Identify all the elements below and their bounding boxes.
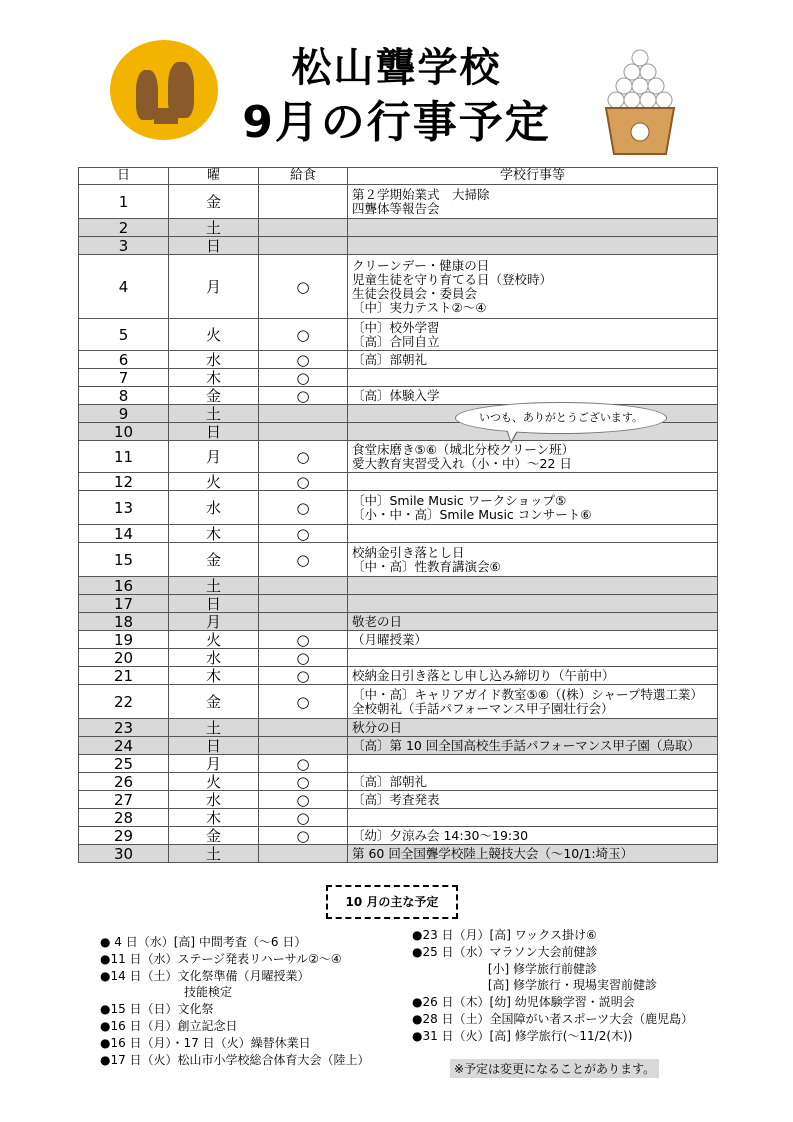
- weekday-cell: 水: [169, 791, 259, 809]
- day-cell: 15: [79, 543, 169, 577]
- weekday-cell: 日: [169, 595, 259, 613]
- day-cell: 13: [79, 491, 169, 525]
- lunch-cell: ○: [259, 827, 348, 845]
- event-line: 敬老の日: [352, 613, 403, 629]
- october-item: [高] 修学旅行・現場実習前健診: [412, 978, 657, 993]
- event-line: 〔中・高〕キャリアガイド教室⑤⑥（(株）シャープ特選工業）: [352, 686, 703, 702]
- weekday-cell: 日: [169, 737, 259, 755]
- event-line: 生徒会役員会・委員会: [352, 285, 478, 301]
- schedule-note: ※予定は変更になることがあります。: [450, 1059, 659, 1078]
- event-line: 〔中・高〕性教育講演会⑥: [352, 558, 501, 574]
- school-name: 松山聾学校: [291, 45, 502, 91]
- lunch-cell: [259, 845, 348, 863]
- weekday-cell: 月: [169, 613, 259, 631]
- event-line: 〔高〕体験入学: [352, 387, 440, 403]
- weekday-cell: 土: [169, 845, 259, 863]
- table-row: [79, 255, 718, 319]
- day-cell: 20: [79, 649, 169, 667]
- events-cell: [348, 237, 718, 255]
- event-line: 〔高〕第 10 回全国高校生手話パフォーマンス甲子園（鳥取）: [352, 737, 700, 753]
- table-row: [79, 631, 718, 649]
- october-item: ●16 日（月）創立記念日: [100, 1018, 238, 1033]
- day-cell: 1: [79, 185, 169, 219]
- events-cell: [348, 525, 718, 543]
- weekday-cell: 木: [169, 667, 259, 685]
- event-line: 全校朝礼（手話パフォーマンス甲子園壮行会）: [352, 700, 614, 716]
- lunch-cell: ○: [259, 631, 348, 649]
- table-row: [79, 319, 718, 351]
- october-item: ●16 日（月）・17 日（火）繰替休業日: [100, 1035, 311, 1050]
- day-cell: 4: [79, 255, 169, 319]
- event-line: クリーンデー・健康の日: [352, 257, 490, 273]
- weekday-cell: 金: [169, 827, 259, 845]
- weekday-cell: 火: [169, 319, 259, 351]
- day-cell: 3: [79, 237, 169, 255]
- header-day: 日: [79, 168, 169, 185]
- events-cell: [348, 737, 718, 755]
- october-list-left: [100, 934, 370, 1068]
- table-row: [79, 491, 718, 525]
- day-cell: 26: [79, 773, 169, 791]
- table-row: [79, 237, 718, 255]
- speech-bubble: いつも、ありがとうございます。: [455, 402, 667, 434]
- day-cell: 5: [79, 319, 169, 351]
- events-cell: [348, 755, 718, 773]
- lunch-cell: ○: [259, 791, 348, 809]
- lunch-cell: ○: [259, 441, 348, 473]
- day-cell: 30: [79, 845, 169, 863]
- lunch-cell: ○: [259, 649, 348, 667]
- weekday-cell: 土: [169, 405, 259, 423]
- header-weekday: 曜: [169, 168, 259, 185]
- october-item: ●17 日（火）松山市小学校総合体育大会（陸上）: [100, 1052, 370, 1067]
- events-cell: [348, 351, 718, 369]
- lunch-cell: ○: [259, 255, 348, 319]
- weekday-cell: 水: [169, 351, 259, 369]
- event-line: 第２学期始業式 大掃除: [352, 186, 490, 202]
- table-row: [79, 685, 718, 719]
- lunch-cell: ○: [259, 667, 348, 685]
- table-row: [79, 667, 718, 685]
- october-item: ●25 日（水）マラソン大会前健診: [412, 944, 598, 959]
- table-row: [79, 613, 718, 631]
- header-lunch: 給食: [259, 168, 348, 185]
- october-item: ● 4 日（水）[高] 中間考査（～6 日）: [100, 935, 307, 949]
- weekday-cell: 月: [169, 755, 259, 773]
- table-row: [79, 845, 718, 863]
- day-cell: 11: [79, 441, 169, 473]
- table-row: [79, 351, 718, 369]
- event-line: 第 60 回全国聾学校陸上競技大会（～10/1:埼玉）: [352, 845, 634, 861]
- table-row: [79, 441, 718, 473]
- october-item: [小] 修学旅行前健診: [412, 961, 597, 976]
- table-row: [79, 809, 718, 827]
- header-events: 学校行事等: [348, 168, 718, 185]
- weekday-cell: 木: [169, 809, 259, 827]
- table-row: [79, 755, 718, 773]
- table-row: [79, 219, 718, 237]
- day-cell: 10: [79, 423, 169, 441]
- table-header-row: [79, 168, 718, 185]
- lunch-cell: ○: [259, 685, 348, 719]
- lunch-cell: ○: [259, 491, 348, 525]
- events-cell: [348, 473, 718, 491]
- lunch-cell: [259, 405, 348, 423]
- weekday-cell: 月: [169, 255, 259, 319]
- weekday-cell: 日: [169, 237, 259, 255]
- events-cell: [348, 631, 718, 649]
- lunch-cell: [259, 737, 348, 755]
- october-heading: 10 月の主な予定: [326, 885, 458, 919]
- table-row: [79, 577, 718, 595]
- weekday-cell: 火: [169, 631, 259, 649]
- event-line: 〔中〕Smile Music ワークショップ⑤: [352, 492, 567, 508]
- day-cell: 24: [79, 737, 169, 755]
- day-cell: 6: [79, 351, 169, 369]
- weekday-cell: 水: [169, 649, 259, 667]
- event-line: 〔幼〕夕涼み会 14:30～19:30: [352, 827, 529, 843]
- october-item: ●14 日（土）文化祭準備（月曜授業）: [100, 968, 310, 983]
- october-item: ●11 日（水）ステージ発表リハーサル②～④: [100, 951, 342, 966]
- events-cell: [348, 319, 718, 351]
- event-line: 〔小・中・高〕Smile Music コンサート⑥: [352, 506, 592, 522]
- lunch-cell: [259, 219, 348, 237]
- weekday-cell: 土: [169, 719, 259, 737]
- october-item: ●31 日（火）[高] 修学旅行(～11/2(木)): [412, 1028, 633, 1043]
- weekday-cell: 金: [169, 387, 259, 405]
- october-item: ●15 日（日）文化祭: [100, 1002, 214, 1017]
- events-cell: [348, 369, 718, 387]
- lunch-cell: ○: [259, 809, 348, 827]
- events-cell: [348, 773, 718, 791]
- event-line: 愛大教育実習受入れ（小・中）～22 日: [352, 455, 572, 471]
- lunch-cell: [259, 613, 348, 631]
- events-cell: [348, 827, 718, 845]
- page-title: 9月の行事予定: [242, 97, 551, 148]
- weekday-cell: 土: [169, 577, 259, 595]
- weekday-cell: 木: [169, 369, 259, 387]
- table-row: [79, 369, 718, 387]
- schedule-table: [78, 167, 718, 863]
- lunch-cell: [259, 185, 348, 219]
- event-line: 〔高〕考査発表: [352, 791, 440, 807]
- day-cell: 21: [79, 667, 169, 685]
- weekday-cell: 土: [169, 219, 259, 237]
- speech-bubble-tail-inner: [506, 425, 520, 441]
- day-cell: 7: [79, 369, 169, 387]
- day-cell: 28: [79, 809, 169, 827]
- event-line: 〔中〕実力テスト②～④: [352, 299, 487, 315]
- table-row: [79, 737, 718, 755]
- lunch-cell: ○: [259, 525, 348, 543]
- events-cell: [348, 441, 718, 473]
- october-item: ●28 日（土）全国障がい者スポーツ大会（鹿児島）: [412, 1011, 694, 1026]
- events-cell: [348, 809, 718, 827]
- day-cell: 17: [79, 595, 169, 613]
- october-item: ●23 日（月）[高] ワックス掛け⑥: [412, 928, 597, 942]
- event-line: 〔高〕部朝礼: [352, 773, 428, 789]
- events-cell: [348, 255, 718, 319]
- lunch-cell: ○: [259, 351, 348, 369]
- events-cell: [348, 613, 718, 631]
- day-cell: 22: [79, 685, 169, 719]
- october-item: 技能検定: [100, 985, 233, 1000]
- day-cell: 8: [79, 387, 169, 405]
- weekday-cell: 金: [169, 685, 259, 719]
- event-line: 秋分の日: [352, 719, 403, 735]
- lunch-cell: [259, 719, 348, 737]
- event-line: 校納金引き落とし日: [352, 544, 465, 560]
- event-line: 食堂床磨き⑤⑥（城北分校クリーン班）: [352, 441, 575, 457]
- weekday-cell: 金: [169, 543, 259, 577]
- lunch-cell: [259, 577, 348, 595]
- table-row: [79, 791, 718, 809]
- table-row: [79, 649, 718, 667]
- event-line: 〔高〕部朝礼: [352, 351, 428, 367]
- events-cell: [348, 791, 718, 809]
- day-cell: 29: [79, 827, 169, 845]
- weekday-cell: 木: [169, 525, 259, 543]
- event-line: 児童生徒を守り育てる日（登校時）: [352, 271, 553, 287]
- day-cell: 2: [79, 219, 169, 237]
- table-row: [79, 525, 718, 543]
- dango-offering-icon: [600, 46, 680, 156]
- events-cell: [348, 667, 718, 685]
- lunch-cell: [259, 237, 348, 255]
- events-cell: [348, 185, 718, 219]
- events-cell: [348, 577, 718, 595]
- weekday-cell: 月: [169, 441, 259, 473]
- events-cell: [348, 649, 718, 667]
- table-row: [79, 595, 718, 613]
- day-cell: 14: [79, 525, 169, 543]
- weekday-cell: 金: [169, 185, 259, 219]
- lunch-cell: ○: [259, 319, 348, 351]
- weekday-cell: 水: [169, 491, 259, 525]
- event-line: 校納金日引き落とし申し込み締切り（午前中）: [352, 667, 615, 683]
- event-line: 〔高〕合同自立: [352, 333, 440, 349]
- event-line: （月曜授業）: [352, 631, 428, 647]
- lunch-cell: [259, 423, 348, 441]
- weekday-cell: 火: [169, 773, 259, 791]
- events-cell: [348, 595, 718, 613]
- day-cell: 9: [79, 405, 169, 423]
- day-cell: 18: [79, 613, 169, 631]
- event-line: 四聾体等報告会: [352, 200, 440, 216]
- table-row: [79, 387, 718, 405]
- events-cell: [348, 719, 718, 737]
- table-row: [79, 473, 718, 491]
- october-item: ●26 日（木）[幼] 幼児体験学習・説明会: [412, 995, 635, 1010]
- day-cell: 25: [79, 755, 169, 773]
- events-cell: [348, 543, 718, 577]
- weekday-cell: 日: [169, 423, 259, 441]
- lunch-cell: ○: [259, 387, 348, 405]
- day-cell: 23: [79, 719, 169, 737]
- lunch-cell: [259, 595, 348, 613]
- table-row: [79, 185, 718, 219]
- day-cell: 12: [79, 473, 169, 491]
- lunch-cell: ○: [259, 755, 348, 773]
- october-list-right: [412, 927, 693, 1045]
- day-cell: 16: [79, 577, 169, 595]
- day-cell: 19: [79, 631, 169, 649]
- events-cell: [348, 685, 718, 719]
- lunch-cell: ○: [259, 543, 348, 577]
- events-cell: [348, 219, 718, 237]
- events-cell: [348, 845, 718, 863]
- lunch-cell: ○: [259, 369, 348, 387]
- day-cell: 27: [79, 791, 169, 809]
- table-row: [79, 827, 718, 845]
- lunch-cell: ○: [259, 473, 348, 491]
- table-row: [79, 719, 718, 737]
- table-row: [79, 543, 718, 577]
- lunch-cell: ○: [259, 773, 348, 791]
- weekday-cell: 火: [169, 473, 259, 491]
- event-line: 〔中〕校外学習: [352, 319, 440, 335]
- events-cell: [348, 491, 718, 525]
- table-row: [79, 773, 718, 791]
